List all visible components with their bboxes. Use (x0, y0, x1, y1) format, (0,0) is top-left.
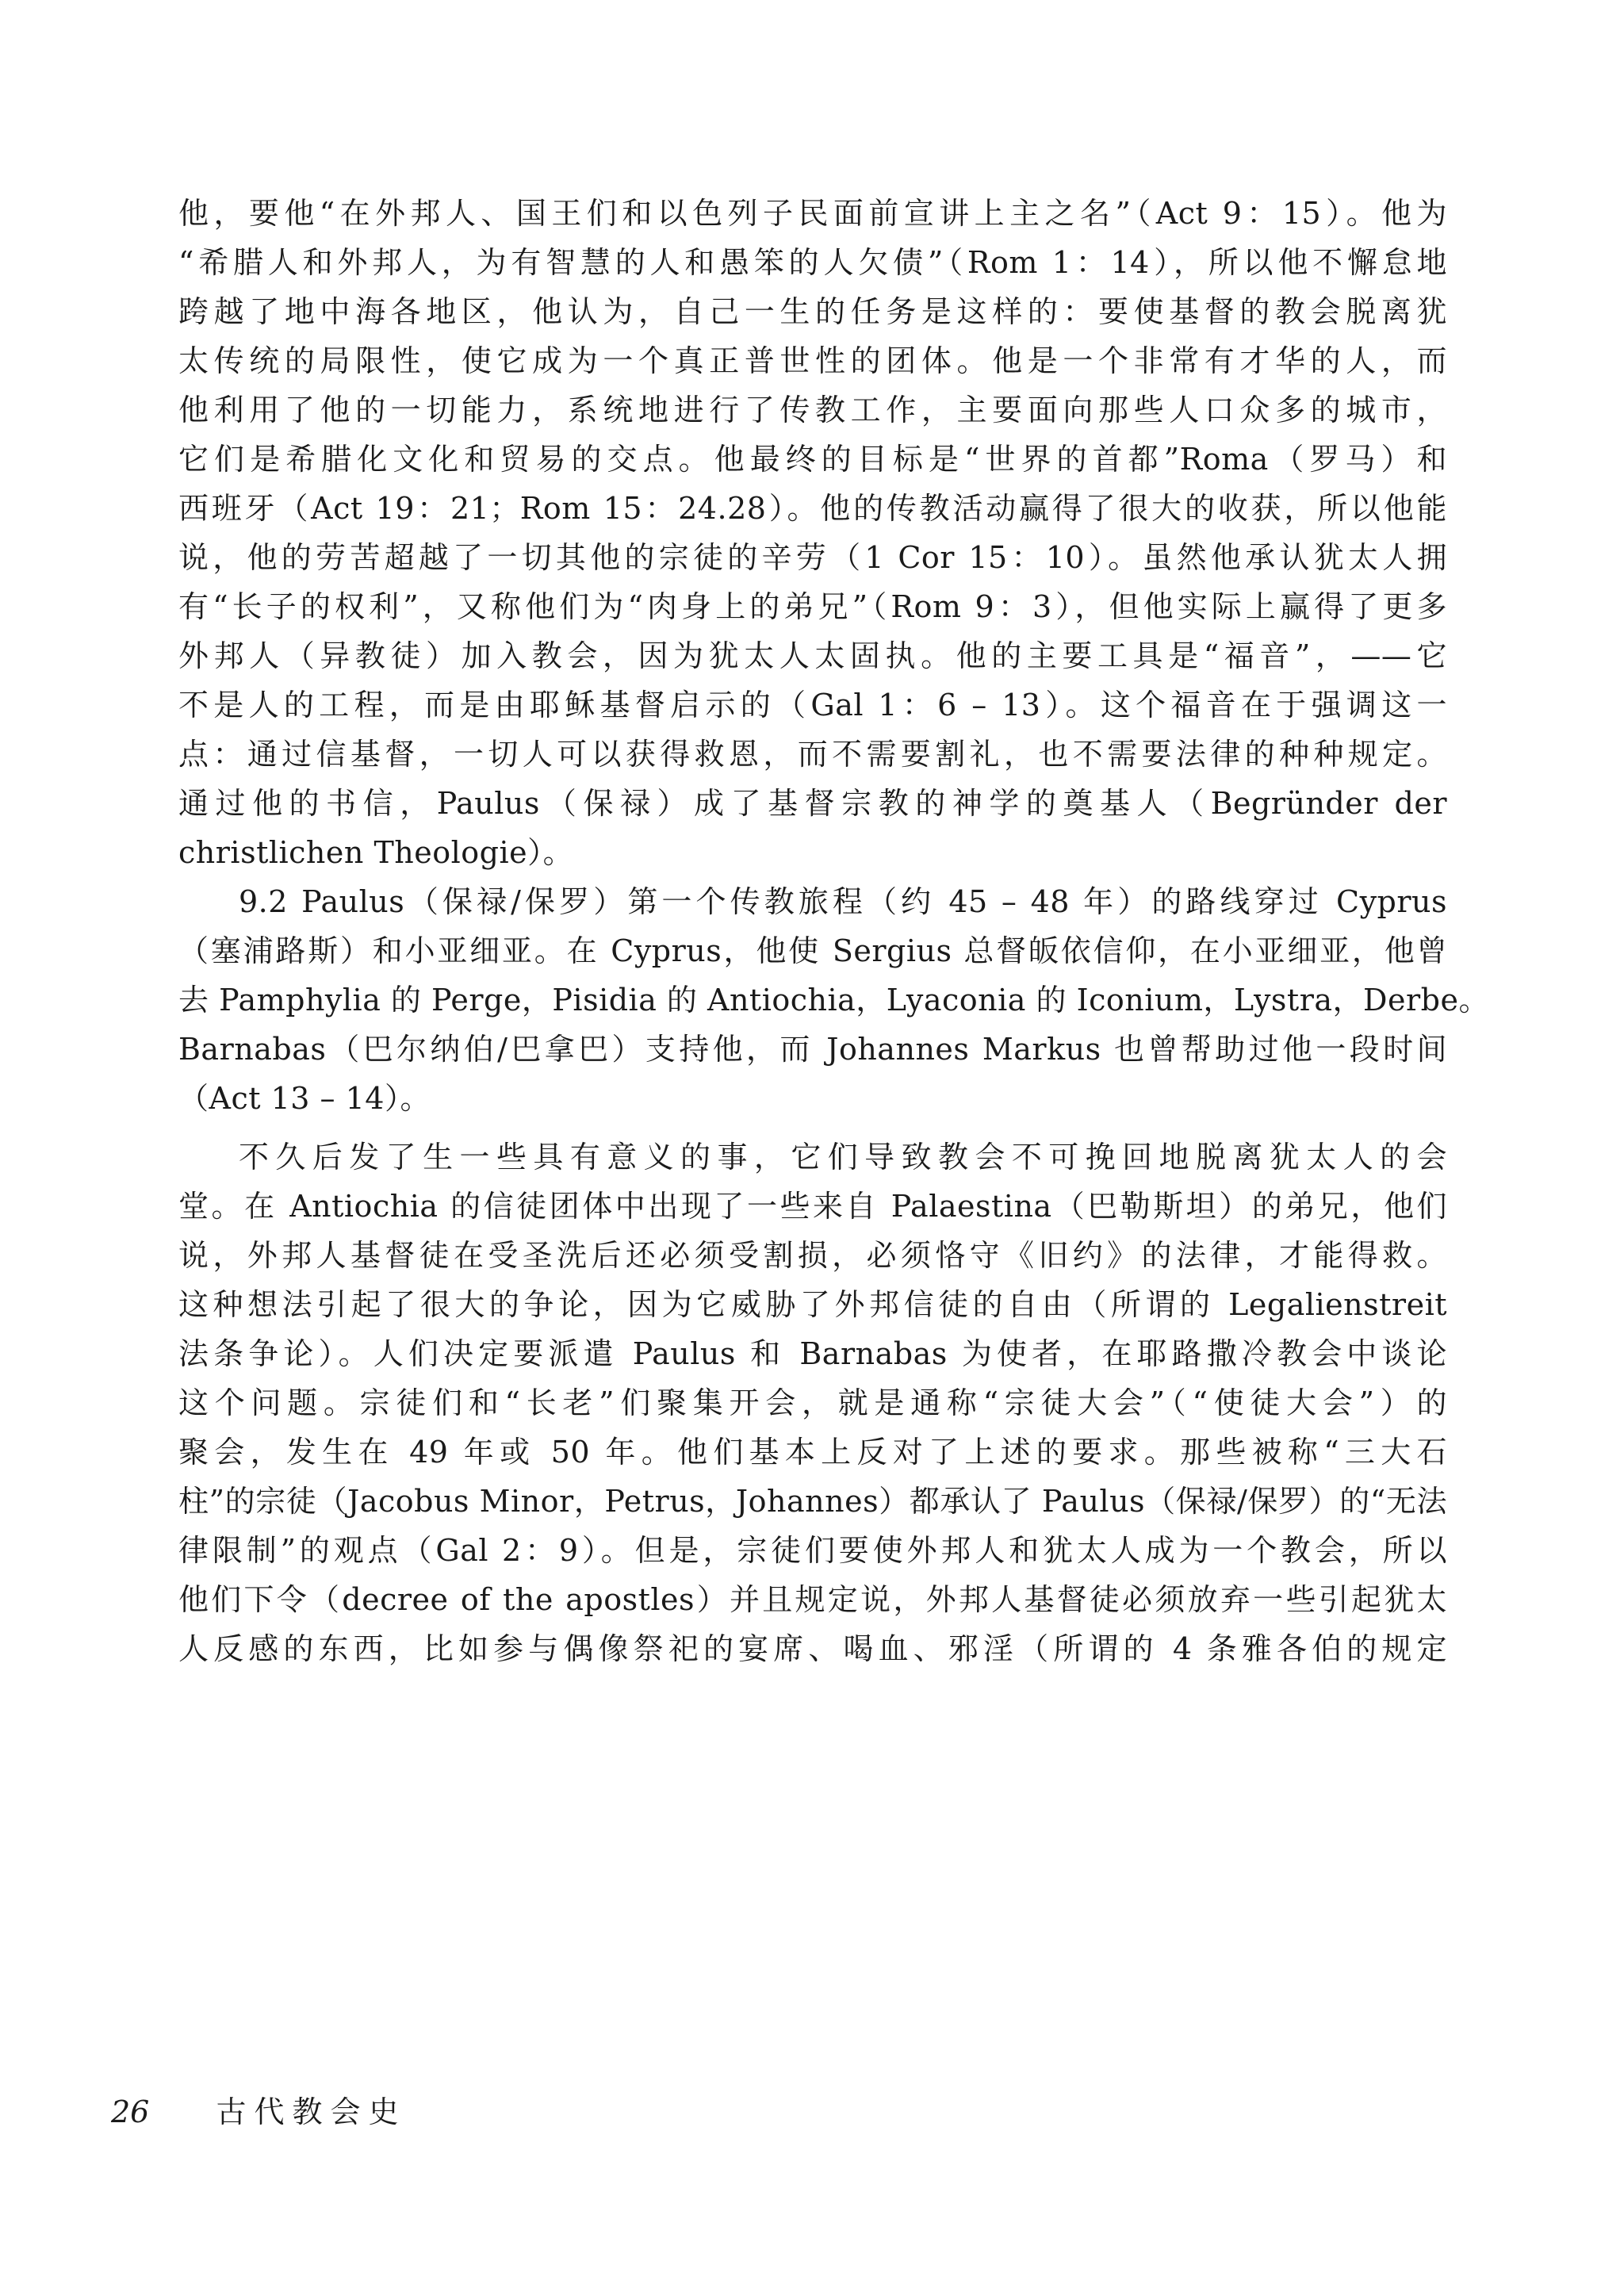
page-footer (111, 2087, 406, 2131)
text-line: 这个问题。宗徒们和“长老”们聚集开会，就是通称“宗徒大会”（“使徒大会”）的 (178, 1385, 1447, 1420)
text-line: 聚会，发生在 49 年或 50 年。他们基本上反对了上述的要求。那些被称“三大石 (178, 1435, 1447, 1470)
text-line: 堂。在 Antiochia 的信徒团体中出现了一些来自 Palaestina（巴勒斯坦）的弟兄，他们 (178, 1189, 1447, 1224)
running-title: 古代教会史 (216, 2094, 407, 2129)
text-line: 跨越了地中海各地区，他认为，自己一生的任务是这样的：要使基督的教会脱离犹 (178, 294, 1447, 329)
text-line: 去 Pamphylia 的 Perge，Pisidia 的 Antiochia，Lyaconia 的 Iconium，Lystra，Derbe。 (178, 983, 1489, 1017)
text-line: 说，他的劳苦超越了一切其他的宗徒的辛劳（1 Cor 15：10）。虽然他承认犹太人拥 (178, 540, 1447, 575)
text-line: 不久后发了生一些具有意义的事，它们导致教会不可挽回地脱离犹太人的会 (239, 1140, 1447, 1175)
text-line: christlichen Theologie）。 (178, 835, 574, 870)
text-line: 外邦人（异教徒）加入教会，因为犹太人太固执。他的主要工具是“福音”，——它 (178, 638, 1447, 673)
text-line: 说，外邦人基督徒在受圣洗后还必须受割损，必须恪守《旧约》的法律，才能得救。 (178, 1238, 1447, 1273)
paragraph-spacer (178, 1123, 1447, 1132)
paragraph-2 (178, 877, 1489, 1123)
paragraph-1 (178, 189, 1447, 877)
text-line: 西班牙（Act 19：21；Rom 15：24.28）。他的传教活动赢得了很大的收获，所以他能 (178, 491, 1447, 526)
page-number: 26 (111, 2094, 150, 2129)
text-line: 太传统的局限性，使它成为一个真正普世性的团体。他是一个非常有才华的人，而 (178, 343, 1447, 378)
text-line: 不是人的工程，而是由耶稣基督启示的（Gal 1：6 – 13）。这个福音在于强调这一 (178, 688, 1447, 722)
text-line: 通过他的书信，Paulus（保禄）成了基督宗教的神学的奠基人（Begründer der (178, 786, 1447, 821)
text-line: 人反感的东西，比如参与偶像祭祀的宴席、喝血、邪淫（所谓的 4 条雅各伯的规定 (178, 1631, 1447, 1666)
text-line: 法条争论）。人们决定要派遣 Paulus 和 Barnabas 为使者，在耶路撒冷教会中谈论 (178, 1336, 1447, 1371)
text-line: 柱”的宗徒（Jacobus Minor，Petrus，Johannes）都承认了 Paulus（保禄/保罗）的“无法 (178, 1484, 1447, 1519)
text-line: 这种想法引起了很大的争论，因为它威胁了外邦信徒的自由（所谓的 Legalienstreit (178, 1287, 1447, 1322)
text-line: （Act 13 – 14）。 (178, 1081, 431, 1116)
text-line: （塞浦路斯）和小亚细亚。在 Cyprus，他使 Sergius 总督皈依信仰，在小亚细亚，他曾 (178, 933, 1447, 968)
text-line: 他利用了他的一切能力，系统地进行了传教工作，主要面向那些人口众多的城市， (178, 393, 1447, 427)
text-line: 他们下令（decree of the apostles）并且规定说，外邦人基督徒必须放弃一些引起犹太 (178, 1582, 1447, 1617)
text-line: 9.2 Paulus（保禄/保罗）第一个传教旅程（约 45 – 48 年）的路线穿过 Cyprus (239, 884, 1447, 919)
text-line: 点：通过信基督，一切人可以获得救恩，而不需要割礼，也不需要法律的种种规定。 (178, 737, 1447, 772)
text-line: 他，要他“在外邦人、国王们和以色列子民面前宣讲上主之名”（Act 9：15）。他为 (178, 196, 1447, 231)
text-line: “希腊人和外邦人，为有智慧的人和愚笨的人欠债”（Rom 1：14），所以他不懈怠地 (178, 245, 1447, 280)
page-body (178, 189, 1489, 1673)
paragraph-3 (178, 1132, 1447, 1673)
text-line: Barnabas（巴尔纳伯/巴拿巴）支持他，而 Johannes Markus 也曾帮助过他一段时间 (178, 1032, 1447, 1067)
text-line: 它们是希腊化文化和贸易的交点。他最终的目标是“世界的首都”Roma（罗马）和 (178, 442, 1447, 477)
text-line: 有“长子的权利”，又称他们为“肉身上的弟兄”（Rom 9：3），但他实际上赢得了更多 (178, 589, 1447, 624)
text-line: 律限制”的观点（Gal 2：9）。但是，宗徒们要使外邦人和犹太人成为一个教会，所以 (178, 1533, 1447, 1568)
